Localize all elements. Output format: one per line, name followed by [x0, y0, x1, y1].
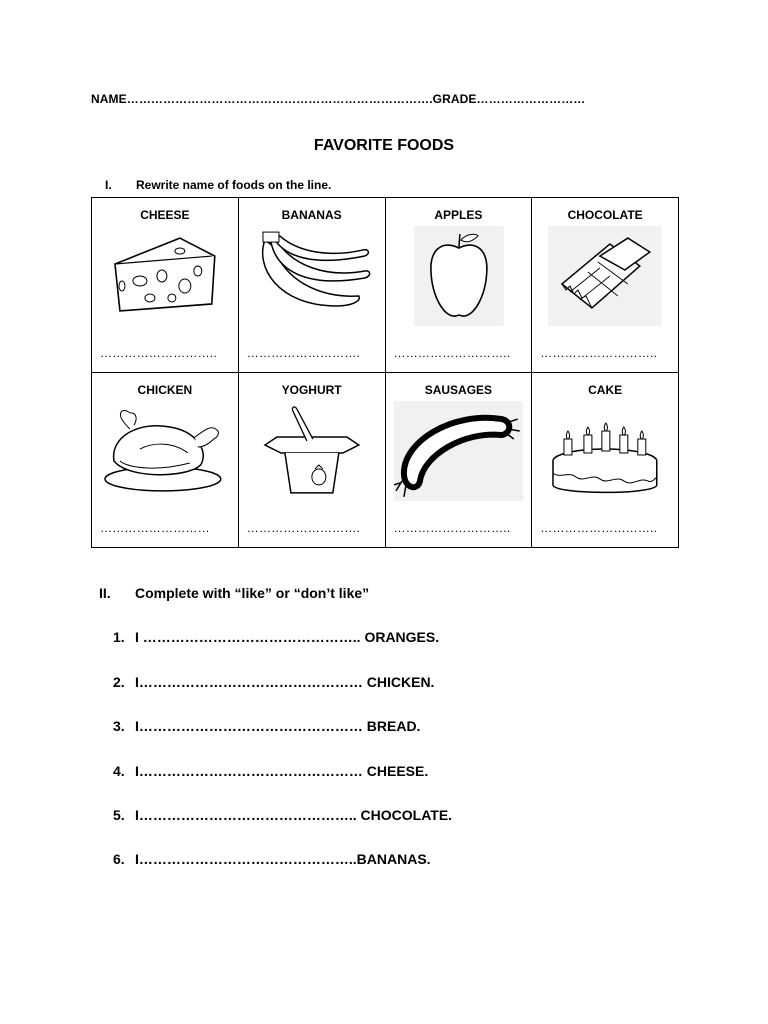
chocolate-icon — [540, 224, 670, 328]
sentence-number: 2. — [113, 674, 125, 690]
section-2-number: II. — [99, 585, 111, 601]
sentence-text: I ……………………………………….. ORANGES. — [135, 629, 440, 645]
food-label: CHEESE — [140, 208, 190, 222]
sentence-4[interactable] — [113, 763, 428, 779]
food-label: CHOCOLATE — [567, 208, 643, 222]
sentence-2[interactable] — [113, 674, 434, 690]
food-cell-sausages — [385, 373, 532, 548]
foods-row-1 — [92, 198, 679, 373]
bananas-icon — [247, 224, 377, 328]
sentence-number: 4. — [113, 763, 125, 779]
foods-grid — [91, 197, 679, 548]
food-label: APPLES — [434, 208, 483, 222]
sentence-6[interactable] — [113, 851, 431, 867]
sentence-3[interactable] — [113, 718, 420, 734]
section-2-instruction: Complete with “like” or “don’t like” — [135, 585, 370, 601]
sentence-text: I……………………………………….. CHOCOLATE. — [135, 807, 453, 823]
sentence-text: I………………………………………… CHICKEN. — [135, 674, 435, 690]
food-cell-yoghurt — [238, 373, 385, 548]
food-label: SAUSAGES — [424, 383, 493, 397]
answer-line[interactable]: ……………………… — [100, 521, 210, 535]
food-cell-chicken — [92, 373, 239, 548]
answer-line[interactable]: ……………………….. — [540, 521, 658, 535]
yoghurt-icon — [247, 399, 377, 503]
sentence-text: I………………………………………… CHEESE. — [135, 763, 429, 779]
sentence-5[interactable] — [113, 807, 452, 823]
food-cell-cheese — [92, 198, 239, 373]
sentence-number: 3. — [113, 718, 125, 734]
section-2-heading — [99, 585, 369, 601]
answer-line[interactable]: ………………………. — [246, 346, 361, 360]
section-1-number: I. — [105, 178, 112, 192]
food-cell-bananas — [238, 198, 385, 373]
food-label: BANANAS — [281, 208, 342, 222]
food-cell-chocolate — [532, 198, 679, 373]
food-cell-apples — [385, 198, 532, 373]
page-title: FAVORITE FOODS — [313, 137, 455, 154]
cake-icon — [540, 399, 670, 503]
answer-line[interactable]: ……………………….. — [100, 346, 217, 360]
food-label: CAKE — [588, 383, 623, 397]
answer-line[interactable]: ……………………….. — [393, 346, 511, 360]
food-label: YOGHURT — [281, 383, 342, 397]
sentence-number: 1. — [113, 629, 125, 645]
answer-line[interactable]: ……………………….. — [540, 346, 658, 360]
section-1-heading — [105, 178, 331, 192]
cheese-icon — [100, 224, 230, 328]
sentence-number: 6. — [113, 851, 125, 867]
sausage-icon — [394, 399, 524, 503]
sentence-text: I………………………………………..BANANAS. — [135, 851, 431, 867]
apple-icon — [394, 224, 524, 328]
food-label: CHICKEN — [137, 383, 193, 397]
sentence-number: 5. — [113, 807, 125, 823]
name-grade-line[interactable]: NAME………………………………………………………………….GRADE……………………… — [91, 92, 586, 106]
sentence-text: I………………………………………… BREAD. — [135, 718, 421, 734]
section-1-instruction: Rewrite name of foods on the line. — [136, 178, 332, 192]
food-cell-cake — [532, 373, 679, 548]
sentence-1[interactable] — [113, 629, 439, 645]
foods-row-2 — [92, 373, 679, 548]
answer-line[interactable]: ……………………….. — [393, 521, 511, 535]
chicken-icon — [100, 399, 230, 503]
answer-line[interactable]: ………………………. — [246, 521, 361, 535]
